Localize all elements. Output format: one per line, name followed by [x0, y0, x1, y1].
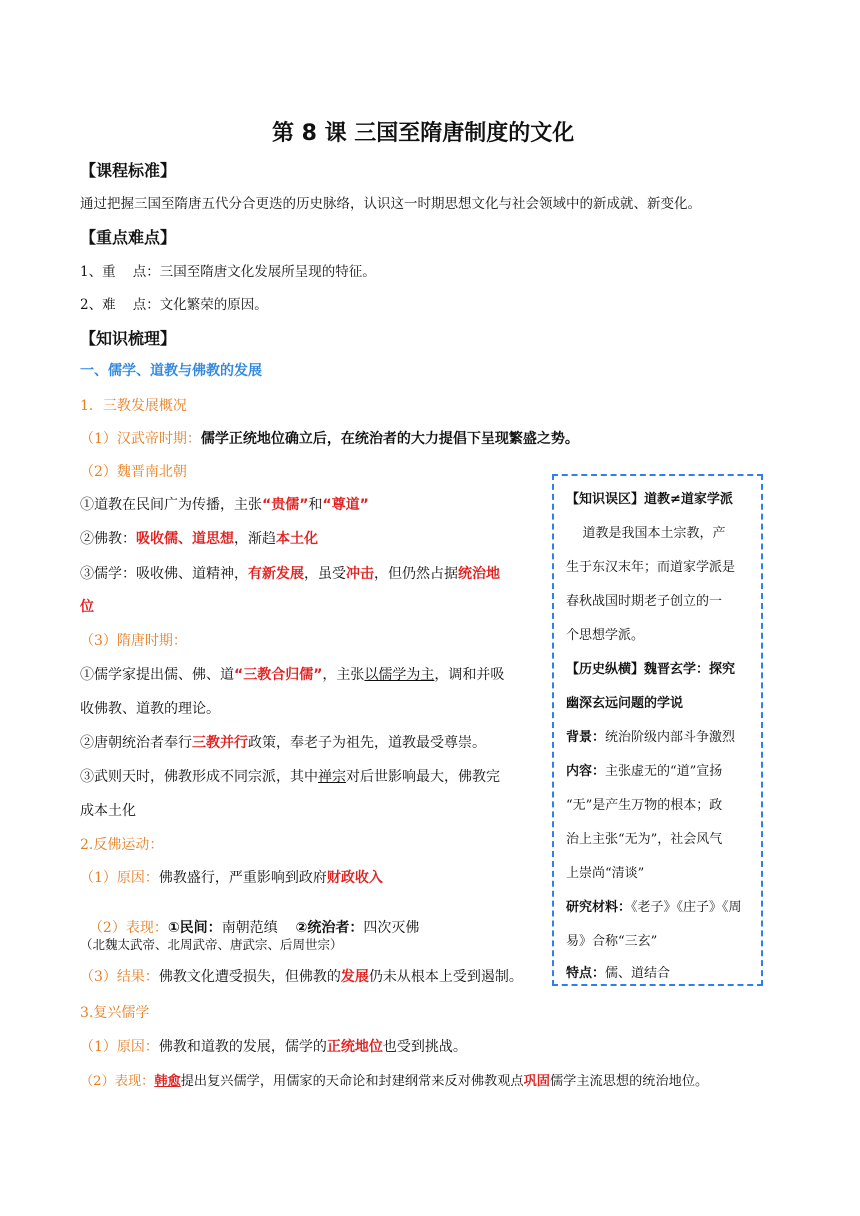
part2-line-r1: [80, 867, 383, 887]
sidebar-content-line: 治上主张“无为”，社会风气: [566, 832, 723, 847]
key-point-1: 1、重 点：三国至隋唐文化发展所呈现的特征。: [80, 264, 376, 280]
part3-line-r2: [80, 1070, 708, 1089]
part2-line-r3: [80, 966, 523, 986]
sidebar-materials: [566, 896, 742, 915]
l3-e: ，但仍然占据: [374, 566, 458, 582]
p2-r1-b: 财政收入: [326, 870, 383, 886]
knowledge-heading: 【知识梳理】: [80, 329, 177, 348]
part1-line-l5: [80, 732, 486, 752]
part1-line-s1: [80, 428, 579, 448]
p2-r2-d: 四次灭佛: [363, 920, 420, 936]
sidebar-p1-line: 个思想学派。: [566, 628, 645, 643]
part1-sub1: 1．三教发展概况: [80, 398, 187, 414]
p3-r1-b: 正统地位: [326, 1039, 383, 1055]
l4-b: “三教合归儒”: [234, 667, 323, 683]
l1-c: 和: [308, 497, 323, 513]
l3-b: 有新发展: [248, 566, 304, 582]
part3-heading: 3.复兴儒学: [80, 1005, 150, 1021]
standard-heading: 【课程标准】: [80, 161, 177, 180]
ft-text: 儒、道结合: [605, 966, 671, 981]
s1-label: （1）汉武帝时期：: [80, 431, 201, 447]
part1-line-l1: [80, 494, 369, 514]
ft-label: 特点：: [566, 966, 606, 981]
sidebar-box: [552, 474, 763, 986]
sidebar-p1-line: 生于东汉末年；而道家学派是: [566, 560, 736, 575]
p3-r2-b: 提出复兴儒学，用儒家的天命论和封建纲常来反对佛教观点: [180, 1074, 524, 1089]
s3-label: （3）隋唐时期：: [80, 633, 187, 649]
p2-r2-label: （2）表现：: [88, 920, 168, 936]
l6-a: ③武则天时，佛教形成不同宗派，其中: [80, 769, 318, 785]
part2-heading: 2.反佛运动：: [80, 837, 164, 853]
p3-r1-label: （1）原因：: [80, 1039, 159, 1055]
part1-line-l2: [80, 528, 318, 548]
l4-e: ，调和并吸: [434, 667, 505, 683]
l6-c: 对后世影响最大，佛教完: [346, 769, 500, 785]
sidebar-content-line: 上崇尚“清谈”: [566, 866, 645, 881]
sidebar-p1-line: 春秋战国时期老子创立的一: [566, 594, 723, 609]
l3-f: 统治地: [458, 566, 500, 582]
l2-d: 本土化: [276, 531, 318, 547]
p3-r1-a: 佛教和道教的发展，儒学的: [158, 1039, 327, 1055]
l3-g: 位: [80, 599, 94, 615]
part2-line-r2: [80, 901, 419, 937]
standard-text: 通过把握三国至隋唐五代分合更迭的历史脉络，认识这一时期思想文化与社会领域中的新成就、新变化。: [80, 196, 701, 212]
bg-label: 背景：: [566, 730, 606, 745]
p2-r3-a: 佛教文化遭受损失，但佛教的: [158, 969, 341, 985]
p2-r3-label: （3）结果：: [80, 969, 159, 985]
p3-r2-c: 巩固: [523, 1074, 550, 1089]
l2-c: ，渐趋: [234, 531, 276, 547]
sidebar-content-line: “无”是产生万物的根本；政: [566, 798, 723, 813]
ct-text: 主张虚无的“道”宣扬: [605, 764, 723, 779]
l4-c: ，主张: [322, 667, 365, 683]
p2-r2-a: ①民间：: [167, 920, 222, 936]
bg-text: 统治阶级内部斗争激烈: [605, 730, 736, 745]
p2-r1-label: （1）原因：: [80, 870, 159, 886]
l5-b: 三教并行: [192, 735, 248, 751]
l5-c: 政策，奉老子为祖先，道教最受尊崇。: [248, 735, 486, 751]
p2-r1-a: 佛教盛行，严重影响到政府: [158, 870, 327, 886]
p2-r2-b: 南朝范缜: [221, 920, 296, 936]
p3-r1-c: 也受到挑战。: [382, 1039, 467, 1055]
sidebar-materials-line2: 易》合称“三玄”: [566, 934, 658, 949]
ct-label: 内容：: [566, 764, 606, 779]
l4-f: 收佛教、道教的理论。: [80, 701, 220, 717]
l3-c: ，虽受: [304, 566, 346, 582]
p3-r2-label: （2）表现：: [80, 1074, 155, 1089]
rm-text: 《老子》《庄子》《周: [631, 900, 742, 915]
l1-d: “尊道”: [322, 497, 369, 513]
page-title: 第 8 课 三国至隋唐制度的文化: [272, 121, 575, 146]
p3-r2-d: 儒学主流思想的统治地位。: [549, 1074, 709, 1089]
l2-b: 吸收儒、道思想: [136, 531, 234, 547]
sidebar-background: [566, 726, 735, 745]
l1-a: ①道教在民间广为传播，主张: [80, 497, 262, 513]
sidebar-p1-line: 道教是我国本土宗教，产: [566, 526, 726, 541]
l4-d: 以儒学为主: [364, 667, 435, 683]
l4-a: ①儒学家提出儒、佛、道: [80, 667, 234, 683]
sidebar-features: [566, 962, 670, 981]
l2-a: ②佛教：: [80, 531, 136, 547]
p2-r2-note: （北魏太武帝、北周武帝、唐武宗、后周世宗）: [80, 937, 343, 952]
part1-heading: 一、儒学、道教与佛教的发展: [80, 363, 262, 379]
l3-a: ③儒学：吸收佛、道精神，: [80, 566, 248, 582]
s1-text: 儒学正统地位确立后，在统治者的大力提倡下呈现繁盛之势。: [200, 431, 579, 447]
key-heading: 【重点难点】: [80, 228, 177, 247]
l6-b: 禅宗: [318, 769, 346, 785]
part1-line-l4: [80, 664, 504, 684]
part1-line-l3: [80, 563, 500, 583]
l5-a: ②唐朝统治者奉行: [80, 735, 192, 751]
sidebar-heading-2a: 【历史纵横】魏晋玄学：探究: [566, 662, 736, 677]
l1-b: “贵儒”: [262, 497, 309, 513]
sidebar-heading-1: 【知识误区】道教≠道家学派: [566, 492, 733, 507]
p2-r3-b: 发展: [340, 969, 369, 985]
part1-line-l6: [80, 766, 500, 786]
p2-r2-c: ②统治者：: [295, 920, 364, 936]
l3-d: 冲击: [346, 566, 374, 582]
key-point-2: 2、难 点：文化繁荣的原因。: [80, 297, 268, 313]
sidebar-heading-2b: 幽深玄远问题的学说: [566, 696, 684, 711]
p3-r2-a: 韩愈: [154, 1074, 181, 1089]
p2-r3-c: 仍未从根本上受到遏制。: [368, 969, 523, 985]
part3-line-r1: [80, 1036, 467, 1056]
sidebar-content: [566, 760, 722, 779]
l6-d: 成本土化: [80, 803, 136, 819]
rm-label: 研究材料：: [566, 900, 632, 915]
s2-label: （2）魏晋南北朝: [80, 464, 187, 480]
